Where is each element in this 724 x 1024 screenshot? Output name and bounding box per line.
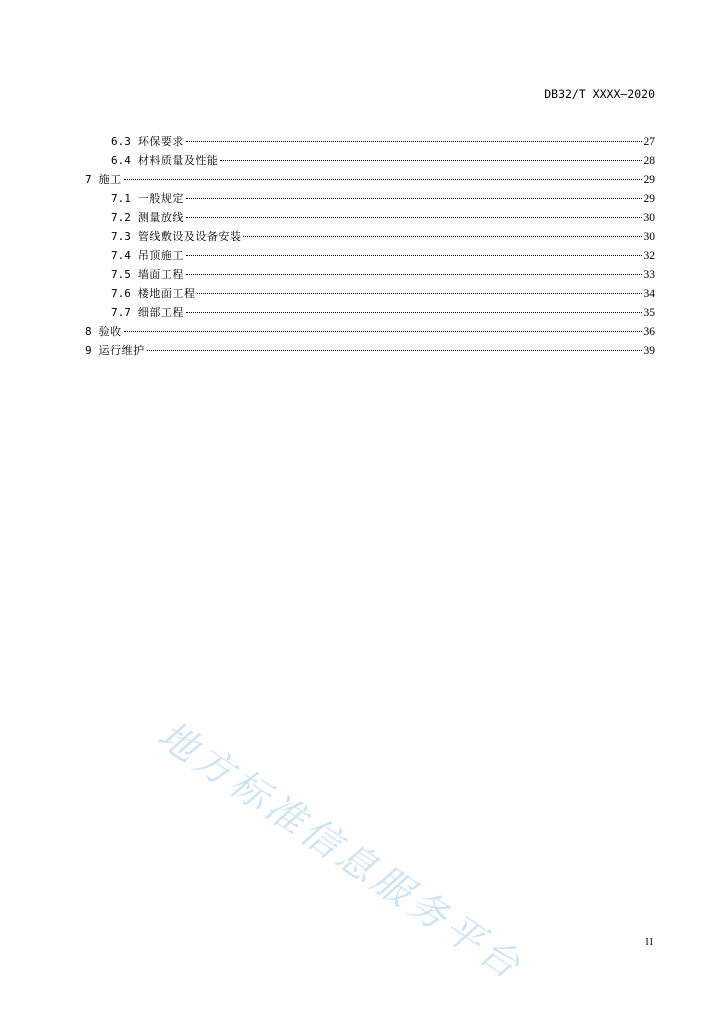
toc-entry-number: 7.7 (111, 306, 131, 319)
toc-entry-page: 28 (643, 155, 655, 167)
toc-entry-number: 7.3 (111, 230, 131, 243)
toc-entry-page: 29 (643, 193, 655, 205)
toc-entry-title: 测量放线 (137, 211, 184, 224)
toc-entry-9[interactable] (85, 341, 655, 360)
page-number: II (645, 937, 654, 948)
toc-entry-title: 运行维护 (98, 344, 145, 357)
watermark: 地方标准信息服务平台 (150, 712, 532, 990)
toc-entry-number: 7.6 (111, 287, 131, 300)
toc-entry-number: 7.1 (111, 192, 131, 205)
toc-entry-7-5[interactable] (85, 265, 655, 284)
toc-entry-title: 墙面工程 (137, 268, 184, 281)
toc-entry-title: 施工 (98, 173, 122, 186)
toc-entry-8[interactable] (85, 322, 655, 341)
toc-entry-title: 管线敷设及设备安装 (137, 230, 242, 243)
toc-entry-7[interactable] (85, 170, 655, 189)
toc-entry-number: 7 (85, 173, 92, 186)
toc-entry-number: 9 (85, 344, 92, 357)
toc-entry-number: 7.5 (111, 268, 131, 281)
table-of-contents (85, 132, 655, 360)
toc-entry-title: 细部工程 (137, 306, 184, 319)
toc-dot-leader (197, 293, 641, 294)
toc-dot-leader (186, 198, 642, 199)
document-code: DB32/T XXXX—2020 (544, 87, 655, 101)
toc-dot-leader (124, 331, 642, 332)
toc-entry-number: 6.3 (111, 135, 131, 148)
toc-entry-6-4[interactable] (85, 151, 655, 170)
toc-entry-page: 30 (643, 212, 655, 224)
toc-entry-title: 一般规定 (137, 192, 184, 205)
toc-dot-leader (186, 141, 642, 142)
toc-dot-leader (186, 274, 642, 275)
toc-entry-page: 39 (643, 345, 655, 357)
toc-entry-7-3[interactable] (85, 227, 655, 246)
toc-entry-number: 8 (85, 325, 92, 338)
toc-entry-number: 6.4 (111, 154, 131, 167)
toc-entry-7-7[interactable] (85, 303, 655, 322)
toc-dot-leader (220, 160, 641, 161)
toc-entry-7-6[interactable] (85, 284, 655, 303)
toc-entry-page: 34 (643, 288, 655, 300)
toc-entry-title: 环保要求 (137, 135, 184, 148)
toc-entry-page: 36 (643, 326, 655, 338)
toc-dot-leader (186, 255, 642, 256)
toc-dot-leader (186, 217, 642, 218)
toc-entry-page: 29 (643, 174, 655, 186)
toc-entry-page: 32 (643, 250, 655, 262)
toc-entry-number: 7.2 (111, 211, 131, 224)
toc-entry-7-4[interactable] (85, 246, 655, 265)
toc-entry-7-2[interactable] (85, 208, 655, 227)
toc-dot-leader (124, 179, 642, 180)
toc-entry-page: 30 (643, 231, 655, 243)
toc-entry-page: 35 (643, 307, 655, 319)
toc-entry-title: 楼地面工程 (137, 287, 196, 300)
toc-dot-leader (186, 312, 642, 313)
toc-dot-leader (243, 236, 641, 237)
toc-entry-7-1[interactable] (85, 189, 655, 208)
toc-entry-page: 33 (643, 269, 655, 281)
toc-entry-page: 27 (643, 136, 655, 148)
toc-entry-title: 吊顶施工 (137, 249, 184, 262)
toc-entry-title: 材料质量及性能 (137, 154, 219, 167)
toc-entry-title: 验收 (98, 325, 122, 338)
toc-entry-6-3[interactable] (85, 132, 655, 151)
toc-dot-leader (147, 350, 642, 351)
toc-entry-number: 7.4 (111, 249, 131, 262)
